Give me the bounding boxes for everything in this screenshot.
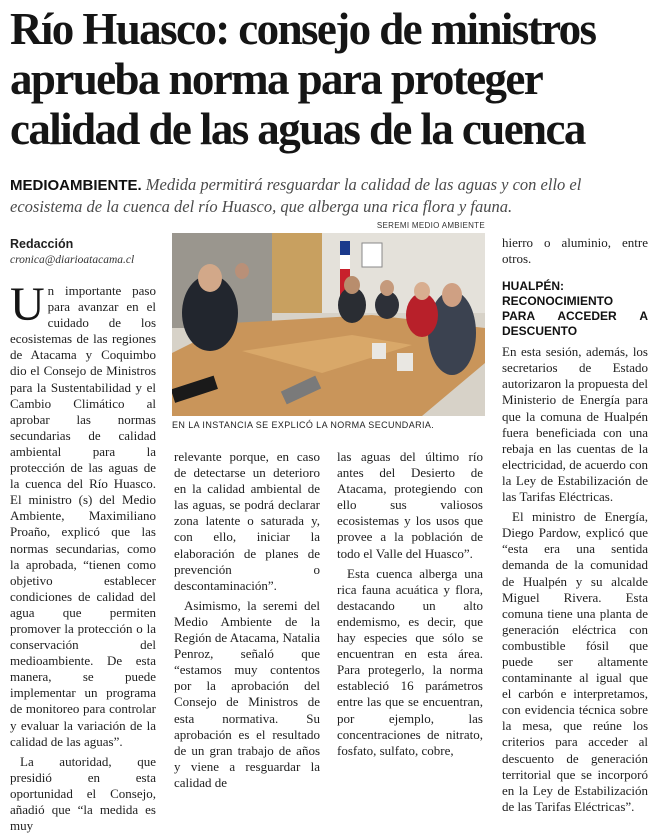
headline-line-3: calidad de las aguas de la cuenca (10, 104, 585, 154)
drop-cap: U (10, 278, 45, 331)
paragraph: hierro o aluminio, entre otros. (502, 235, 648, 267)
paragraph: n importante paso para avanzar en el cuidado de los ecosistemas de las regiones de Atacama y Coquimbo dio el Consejo de Ministros para la Sustentabilidad y el Cambio Climático al aprobar las normas secundarias de calidad ambiental para la protección de las aguas de la cuenca del Río Huasco. El ministro (s) del Medio Ambiente, Maximiliano Proaño, explicó que las normas secundarias, como la aprobada, “tienen como objetivo establecer condiciones de calidad del agua que permiten promover la protección o la conservación del medioambiente. De esta manera, se puede implementar un programa de monitoreo para controlar y evaluar la variación de la calidad de las aguas”. (10, 283, 156, 749)
paragraph: El ministro de Energía, Diego Pardow, explicó que “esta era una sentida demanda de la comunidad de Hualpén y su alcalde Miguel Rivera. Esta comuna tiene una planta de generación eléctrica con combustible fósil que puede ser altamente contaminante al igual que el carbón e interpretamos, con evidencia técnica sobre la mesa, que reúne los criterios para acceder al descuento de generación territorial que se incorporó en la Ley de Estabilización de las Tarifas Eléctricas”. (502, 509, 648, 814)
column-4 (502, 235, 648, 819)
headline (10, 4, 650, 154)
column-3 (337, 449, 483, 763)
byline-name: Redacción (10, 237, 74, 251)
paragraph: las aguas del último río antes del Desierto de Atacama, protegiendo con ello sus valiosos ecosistemas y los usos que provee a la población de todo el Valle del Huasco”. (337, 449, 483, 561)
headline-line-1: Río Huasco: consejo de ministros (10, 4, 596, 54)
headline-line-2: aprueba norma para proteger (10, 54, 543, 104)
section-tag: MEDIOAMBIENTE. (10, 177, 142, 194)
paragraph: relevante porque, en caso de detectarse un deterioro en la calidad ambiental de las aguas, se podrá declarar zona latente o saturada y, con ello, iniciar la elaboración de planes de prevención o descontaminación”. (174, 449, 320, 593)
photo-block (172, 221, 485, 430)
photo-caption: EN LA INSTANCIA SE EXPLICÓ LA NORMA SECUNDARIA. (172, 420, 435, 430)
column-1 (10, 278, 156, 838)
deck (10, 174, 650, 217)
subheading (502, 279, 648, 339)
paragraph: Esta cuenca alberga una rica fauna acuática y flora, destacando un alto endemismo, es decir, que hay especies que sólo se encuentran en esta área. Para protegerlo, la norma estableció 16 parámetros entre las que se encuentran, por ejemplo, las concentraciones de nitrato, fosfato, sulfato, cobre, (337, 565, 483, 758)
deck-text: Medida permitirá resguardar la calidad de las aguas y con ello el ecosistema de la cuenca del río Huasco, que alberga una rica flora y fauna. (10, 175, 582, 216)
byline-email[interactable]: cronica@diarioatacama.cl (10, 254, 135, 266)
paragraph: En esta sesión, además, los secretarios de Estado autorizaron la propuesta del Ministerio de Energía para que la comuna de Hualpén fuera beneficiada con una rebaja en las cuentas de la electricidad, de acuerdo con la Ley de Estabilización de las Tarifas Eléctricas. (502, 344, 648, 505)
meeting-photo-image (172, 233, 485, 416)
paragraph: Asimismo, la seremi del Medio Ambiente de la Región de Atacama, Natalia Penroz, señaló que “estamos muy contentos por la aprobación del Consejo de Ministros de esta normativa. Su aprobación es el resultado de un gran trabajo de años y viene a resguardar la calidad de (174, 597, 320, 790)
subheading-line-2: RECONOCIMIENTO PARA ACCEDER A DESCUENTO (502, 294, 648, 339)
meeting-photo (172, 233, 485, 416)
byline (10, 237, 170, 266)
photo-credit: SEREMI MEDIO AMBIENTE (376, 221, 485, 230)
column-2 (174, 449, 320, 795)
subheading-line-1: HUALPÉN: (502, 279, 564, 294)
paragraph: La autoridad, que presidió en esta oportunidad el Consejo, añadió que “la medida es muy (10, 753, 156, 834)
